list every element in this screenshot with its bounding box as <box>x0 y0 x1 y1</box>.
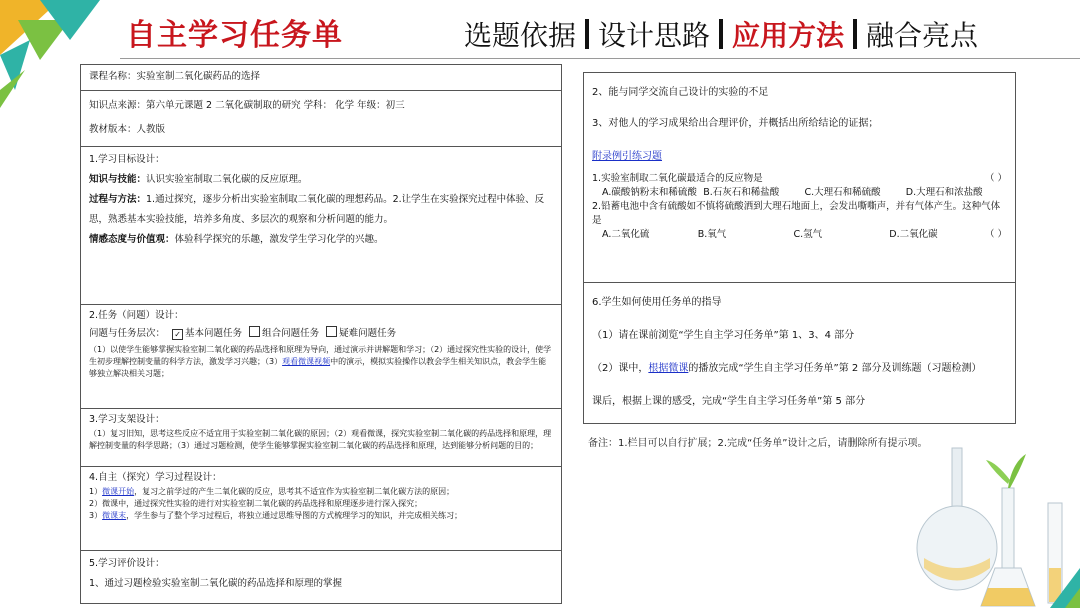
remark-note: 备注：1.栏目可以自行扩展；2.完成“任务单”设计之后，请删除所有提示项。 <box>588 438 928 449</box>
process-text: 1.通过探究，逐步分析出实验室制取二氧化碳的理想药品。2.让学生在实验探究过程中体验、反思，熟悉基本实验技能，培养多角度、多层次的观察和分析问题的能力。 <box>89 194 545 225</box>
goals-heading: 1.学习目标设计： <box>89 154 165 165</box>
q1-option-b: B.石灰石和稀盐酸 <box>703 187 780 198</box>
q1-option-d: D.大理石和浓盐酸 <box>905 187 983 198</box>
lab-glassware-illustration <box>900 418 1080 608</box>
q2-option-d: D.二氧化碳 <box>889 229 938 240</box>
nav-item-basis[interactable]: 选题依据 <box>464 19 577 52</box>
process-section: 4.自主（探究）学习过程设计： 1）微课开始，复习之前学过的产生二氧化碳的反应，思考其不适宜作为实验室制二氧化碳方法的原因； 2）微课中，通过探究性实验的进行对实验室制二氧化碳的药品选择和原理逐步进行深入探究； 3）微课末，学生参与了整个学习过程后，将独立通过思维导图的方式梳理学习的知识，并完成相关练习； <box>81 467 561 551</box>
nav-separator <box>853 19 857 49</box>
tasks-section <box>81 305 561 409</box>
guide-line3: 课后，根据上课的感受，完成“学生自主学习任务单”第 5 部分 <box>592 396 866 407</box>
question-2 <box>592 200 1007 242</box>
emotion-label: 情感态度与价值观： <box>89 234 175 245</box>
nav-separator <box>585 19 589 49</box>
process-heading: 4.自主（探究）学习过程设计： <box>89 472 222 483</box>
process-s1-link[interactable]: 微课开始 <box>102 487 135 496</box>
guide-line1: （1）请在课前浏览“学生自主学习任务单”第 1、3、4 部分 <box>592 330 855 341</box>
evaluation-item1: 1、通过习题检验实验室制二氧化碳的药品选择和原理的掌握 <box>89 578 343 589</box>
checkbox-basic[interactable]: ✓ <box>172 329 183 340</box>
nav-item-design[interactable]: 设计思路 <box>598 19 711 52</box>
header-nav <box>460 10 982 58</box>
source-row <box>81 91 561 147</box>
option-basic: 基本问题任务 <box>185 328 243 339</box>
knowledge-text: 认识实验室制取二氧化碳的反应原理。 <box>146 174 308 185</box>
guide-line2-b: 的播放完成“学生自主学习任务单”第 2 部分及训练题（习题检测） <box>688 363 982 374</box>
option-combined: 组合问题任务 <box>262 328 320 339</box>
course-name-row <box>81 65 561 91</box>
course-name: 课程名称：实验室制二氧化碳药品的选择 <box>89 71 261 82</box>
q2-paren: （ ） <box>984 229 1007 240</box>
nav-item-highlight[interactable]: 融合亮点 <box>866 19 979 52</box>
evaluation-heading: 5.学习评价设计： <box>89 558 165 569</box>
task-sheet-right <box>583 72 1016 424</box>
tasks-desc-a: （1）以使学生能够掌握实验室制二氧化碳的药品选择和原理为导向，通过演示并讲解题和学习；（2）通过探究性实验的设计，使学生初步理解控制变量的科学方法，激发学习兴趣；（3） <box>89 345 552 366</box>
question-1 <box>592 172 1007 200</box>
process-s1-text: ，复习之前学过的产生二氧化碳的反应，思考其不适宜作为实验室制二氧化碳方法的原因； <box>134 487 455 496</box>
evaluation-section <box>81 551 561 603</box>
eval-item2: 2、能与同学交流自己设计的实验的不足 <box>592 87 769 98</box>
q2-stem: 2.铅蓄电池中含有硫酸如不慎将硫酸洒到大理石地面上，会发出嘶嘶声，并有气体产生。这种气体是 <box>592 201 1001 226</box>
process-s3-link[interactable]: 微课末 <box>102 511 127 520</box>
q1-option-a: A.碳酸钠粉末和稀硫酸 <box>602 187 697 198</box>
checkbox-combined[interactable] <box>249 326 260 337</box>
tasks-desc-link[interactable]: 观看微课视频 <box>282 357 331 366</box>
edition-line: 教材版本：人教版 <box>89 124 166 135</box>
process-s3-text: ，学生参与了整个学习过程后，将独立通过思维导图的方式梳理学习的知识，并完成相关练习； <box>126 511 463 520</box>
q2-option-b: B.氧气 <box>697 229 727 240</box>
q2-option-c: C.氢气 <box>793 229 823 240</box>
process-s2-text: 2）微课中，通过探究性实验的进行对实验室制二氧化碳的药品选择和原理逐步进行深入探究； <box>89 499 423 508</box>
nav-item-method[interactable]: 应用方法 <box>732 19 845 52</box>
task-sheet-left <box>80 64 562 604</box>
evaluation-continued <box>584 73 1015 283</box>
q2-option-a: A.二氧化硫 <box>602 229 650 240</box>
q1-option-c: C.大理石和稀硫酸 <box>804 187 881 198</box>
process-label: 过程与方法： <box>89 194 147 205</box>
eval-item3: 3、对他人的学习成果给出合理评价，并概括出所给结论的证据； <box>592 118 879 129</box>
guide-line2-link[interactable]: 根据微课 <box>648 363 689 374</box>
option-difficult: 疑难问题任务 <box>339 328 397 339</box>
emotion-text: 体验科学探究的乐趣，激发学生学习化学的兴趣。 <box>174 234 384 245</box>
knowledge-label: 知识与技能： <box>89 174 147 185</box>
tasks-desc-b: 中的演示，模拟实验操作以教会学生相关知识点，教会学生能够独立解决相关习题； <box>89 357 547 378</box>
support-section <box>81 409 561 467</box>
level-label: 问题与任务层次： <box>89 328 166 339</box>
support-heading: 3.学习支架设计： <box>89 414 165 425</box>
support-text: （1）复习旧知，思考这些反应不适宜用于实验室制二氧化碳的原因；（2）观看微课，探究实验室制二氧化碳的药品选择和原理，理解控制变量的科学思路；（3）通过习题检测，使学生能够掌握实验室制二氧化碳的药品选择和原理，达到能够分析问题的目的； <box>89 429 552 450</box>
tasks-heading: 2.任务（问题）设计： <box>89 310 184 321</box>
goals-section <box>81 147 561 305</box>
source-line: 知识点来源：第六单元课题 2 二氧化碳制取的研究 学科： 化学 年级：初三 <box>89 100 405 111</box>
guide-line2-a: （2）课中， <box>592 363 649 374</box>
q1-stem: 1.实验室制取二氧化碳最适合的反应物是 <box>592 173 763 184</box>
page-title: 自主学习任务单 <box>126 18 343 53</box>
exercise-heading: 附录例引练习题 <box>592 151 662 162</box>
checkbox-difficult[interactable] <box>326 326 337 337</box>
guide-heading: 6.学生如何使用任务单的指导 <box>592 297 722 308</box>
nav-separator <box>719 19 723 49</box>
header-divider <box>120 58 1080 59</box>
q1-paren: （ ） <box>984 173 1007 184</box>
guide-section <box>584 283 1015 413</box>
